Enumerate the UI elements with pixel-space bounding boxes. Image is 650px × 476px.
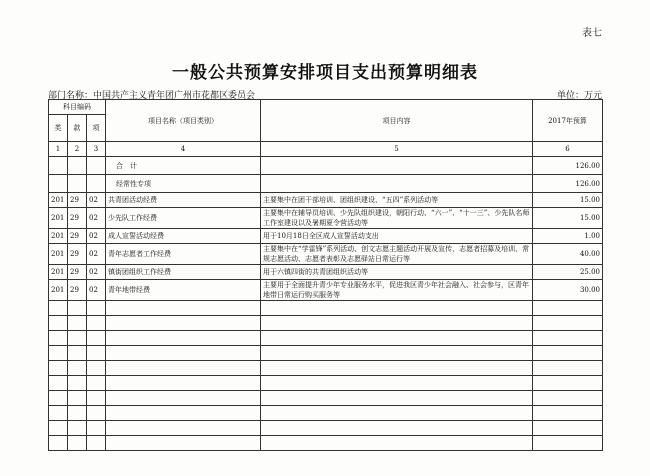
cell-project-content: 用于10月18日全区成人宣誓活动支出 bbox=[261, 229, 533, 244]
col-number: 3 bbox=[87, 142, 106, 157]
cell-xiang: 02 bbox=[87, 208, 106, 229]
header-xiang: 项 bbox=[87, 115, 106, 142]
cell-amount: 15.00 bbox=[533, 208, 603, 229]
empty-row bbox=[49, 376, 603, 391]
cell-project-name: 成人宣誓活动经费 bbox=[106, 229, 261, 244]
table-row bbox=[49, 244, 603, 265]
empty-row bbox=[49, 301, 603, 316]
cell-kuan: 29 bbox=[68, 244, 87, 265]
header-budget: 2017年预算 bbox=[533, 100, 603, 142]
cell-project-content: 用于六镇四街的共青团组织活动等 bbox=[261, 265, 533, 280]
cell-xiang: 02 bbox=[87, 265, 106, 280]
empty-row bbox=[49, 316, 603, 331]
table-row bbox=[49, 229, 603, 244]
cell-lei: 201 bbox=[49, 244, 68, 265]
empty-row bbox=[49, 421, 603, 436]
cell-project-name: 少先队工作经费 bbox=[106, 208, 261, 229]
cell-kuan: 29 bbox=[68, 208, 87, 229]
total-row bbox=[49, 157, 603, 175]
cell-kuan: 29 bbox=[68, 229, 87, 244]
cell-lei: 201 bbox=[49, 229, 68, 244]
header-row-1 bbox=[49, 100, 603, 115]
cell-xiang: 02 bbox=[87, 280, 106, 301]
header-lei: 类 bbox=[49, 115, 68, 142]
category-row bbox=[49, 175, 603, 193]
table-number-label: 表七 bbox=[582, 28, 602, 39]
empty-row bbox=[49, 391, 603, 406]
cell-project-name: 青年地带经费 bbox=[106, 280, 261, 301]
document-title: 一般公共预算安排项目支出预算明细表 bbox=[172, 63, 478, 83]
cell-project-name: 青年志愿者工作经费 bbox=[106, 244, 261, 265]
empty-row bbox=[49, 406, 603, 421]
cell-xiang: 02 bbox=[87, 229, 106, 244]
unit-label: 单位：万元 bbox=[556, 91, 602, 101]
empty-row bbox=[49, 436, 603, 451]
col-number: 2 bbox=[68, 142, 87, 157]
cell-lei: 201 bbox=[49, 265, 68, 280]
col-number: 5 bbox=[261, 142, 533, 157]
total-value: 126.00 bbox=[533, 157, 603, 175]
header-project-name: 项目名称（项目类别） bbox=[106, 100, 261, 142]
cell-amount: 30.00 bbox=[533, 280, 603, 301]
cell-kuan: 29 bbox=[68, 280, 87, 301]
department-name: 部门名称：中国共产主义青年团广州市花都区委员会 bbox=[48, 91, 256, 101]
column-number-row bbox=[49, 142, 603, 157]
cell-amount: 25.00 bbox=[533, 265, 603, 280]
col-number: 4 bbox=[106, 142, 261, 157]
category-value: 126.00 bbox=[533, 175, 603, 193]
cell-project-name: 镇街团组织工作经费 bbox=[106, 265, 261, 280]
header-kuan: 款 bbox=[68, 115, 87, 142]
empty-row bbox=[49, 331, 603, 346]
total-label: 合 计 bbox=[106, 157, 261, 175]
empty-row bbox=[49, 361, 603, 376]
category-label: 经常性专项 bbox=[106, 175, 261, 193]
header-subject-code: 科目编码 bbox=[49, 100, 106, 115]
cell-amount: 1.00 bbox=[533, 229, 603, 244]
cell-project-content: 主要集中在“学雷锋”系列活动、创文志愿主题活动开展及宣传、志愿者招募及培训、常规志愿活动、志愿者表彰及志愿驿站日常运行等 bbox=[261, 244, 533, 265]
cell-project-name: 共青团活动经费 bbox=[106, 193, 261, 208]
table-row bbox=[49, 265, 603, 280]
cell-kuan: 29 bbox=[68, 193, 87, 208]
header-project-content: 项目内容 bbox=[261, 100, 533, 142]
cell-amount: 40.00 bbox=[533, 244, 603, 265]
cell-project-content: 主要集中在辅导员培训、少先队组织建设，朝阳行动、“六一”、“十一三”、少先队名师工作室建设以及暑期夏令营活动等 bbox=[261, 208, 533, 229]
cell-xiang: 02 bbox=[87, 244, 106, 265]
cell-lei: 201 bbox=[49, 280, 68, 301]
table-row bbox=[49, 208, 603, 229]
budget-table bbox=[48, 99, 603, 451]
empty-row bbox=[49, 346, 603, 361]
cell-project-content: 主要用于全面提升青少年专业服务水平，促进我区青少年社会融入、社会参与，区青年地带日常运行购买服务等 bbox=[261, 280, 533, 301]
cell-amount: 15.00 bbox=[533, 193, 603, 208]
cell-kuan: 29 bbox=[68, 265, 87, 280]
table-row bbox=[49, 280, 603, 301]
cell-lei: 201 bbox=[49, 193, 68, 208]
table-row bbox=[49, 193, 603, 208]
cell-xiang: 02 bbox=[87, 193, 106, 208]
col-number: 6 bbox=[533, 142, 603, 157]
cell-project-content: 主要集中在团干部培训、团组织建设、“五四”系列活动等 bbox=[261, 193, 533, 208]
col-number: 1 bbox=[49, 142, 68, 157]
cell-lei: 201 bbox=[49, 208, 68, 229]
